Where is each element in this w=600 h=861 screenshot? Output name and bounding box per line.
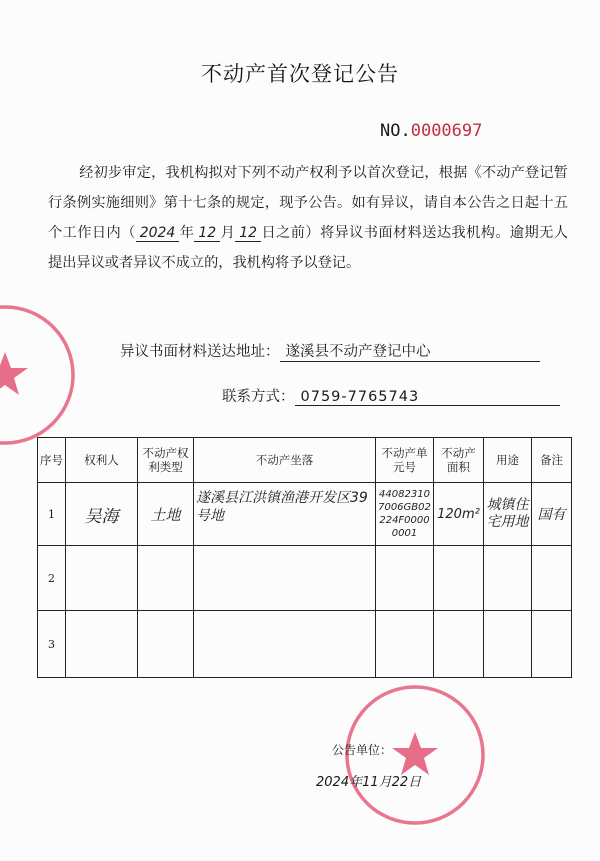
cell-location: 遂溪县江洪镇渔港开发区39号地 — [194, 483, 376, 546]
issue-date: 2024年11月22日 — [316, 775, 422, 790]
cell-note — [532, 546, 572, 611]
cell-area — [434, 611, 484, 678]
header-owner: 权利人 — [66, 438, 138, 483]
table-row — [38, 483, 572, 546]
cell-owner: 吴海 — [66, 483, 138, 546]
cell-no: 2 — [38, 546, 66, 611]
cell-unit-no: 440823107006GB02224F00000001 — [376, 483, 434, 546]
cell-use: 城镇住宅用地 — [484, 483, 532, 546]
header-right-type: 不动产权利类型 — [138, 438, 194, 483]
header-no: 序号 — [38, 438, 66, 483]
serial-number — [380, 121, 482, 141]
table-row — [38, 546, 572, 611]
deadline-year: 2024 — [136, 225, 180, 242]
contact-row — [222, 385, 560, 406]
cell-right-type: 土地 — [138, 483, 194, 546]
cell-no: 3 — [38, 611, 66, 678]
registration-table — [37, 437, 572, 678]
objection-address-value: 遂溪县不动产登记中心 — [280, 340, 540, 362]
cell-location — [194, 546, 376, 611]
table-header-row — [38, 438, 572, 483]
cell-right-type — [138, 611, 194, 678]
header-use: 用途 — [484, 438, 532, 483]
cell-right-type — [138, 546, 194, 611]
cell-note: 国有 — [532, 483, 572, 546]
cell-unit-no — [376, 611, 434, 678]
cell-owner — [66, 611, 138, 678]
deadline-day: 12 — [235, 225, 261, 242]
cell-no: 1 — [38, 483, 66, 546]
cell-use — [484, 611, 532, 678]
objection-address-row — [120, 340, 540, 362]
objection-address-label: 异议书面材料送达地址： — [120, 344, 280, 360]
issuer-label: 公告单位： — [332, 743, 393, 757]
serial-prefix: NO. — [380, 121, 411, 141]
cell-location — [194, 611, 376, 678]
table-row — [38, 611, 572, 678]
header-note: 备注 — [532, 438, 572, 483]
contact-label: 联系方式： — [222, 389, 295, 405]
document-title: 不动产首次登记公告 — [201, 62, 399, 86]
deadline-year-unit: 年 — [179, 225, 195, 241]
body-part2: 日之前）将异议书面材料送达我机构。逾期无人提出异议或者异议不成立的，我机构将予以登记。 — [48, 225, 568, 271]
deadline-month-unit: 月 — [220, 225, 236, 241]
header-area: 不动产面积 — [434, 438, 484, 483]
contact-value: 0759-7765743 — [295, 389, 560, 406]
deadline-month: 12 — [194, 225, 220, 242]
cell-area: 120m² — [434, 483, 484, 546]
cell-area — [434, 546, 484, 611]
body-part1: 经初步审定，我机构拟对下列不动产权利予以首次登记，根据《不动产登记暂行条例实施细则》第十七条的规定，现予公告。如有异议，请自本公告之日起十五个工作日内（ — [48, 165, 568, 241]
left-seal-stamp — [0, 300, 80, 450]
cell-note — [532, 611, 572, 678]
cell-use — [484, 546, 532, 611]
cell-unit-no — [376, 546, 434, 611]
announcement-body — [48, 158, 568, 278]
header-unit-no: 不动产单元号 — [376, 438, 434, 483]
serial-digits: 0000697 — [410, 121, 483, 141]
cell-owner — [66, 546, 138, 611]
header-location: 不动产坐落 — [194, 438, 376, 483]
